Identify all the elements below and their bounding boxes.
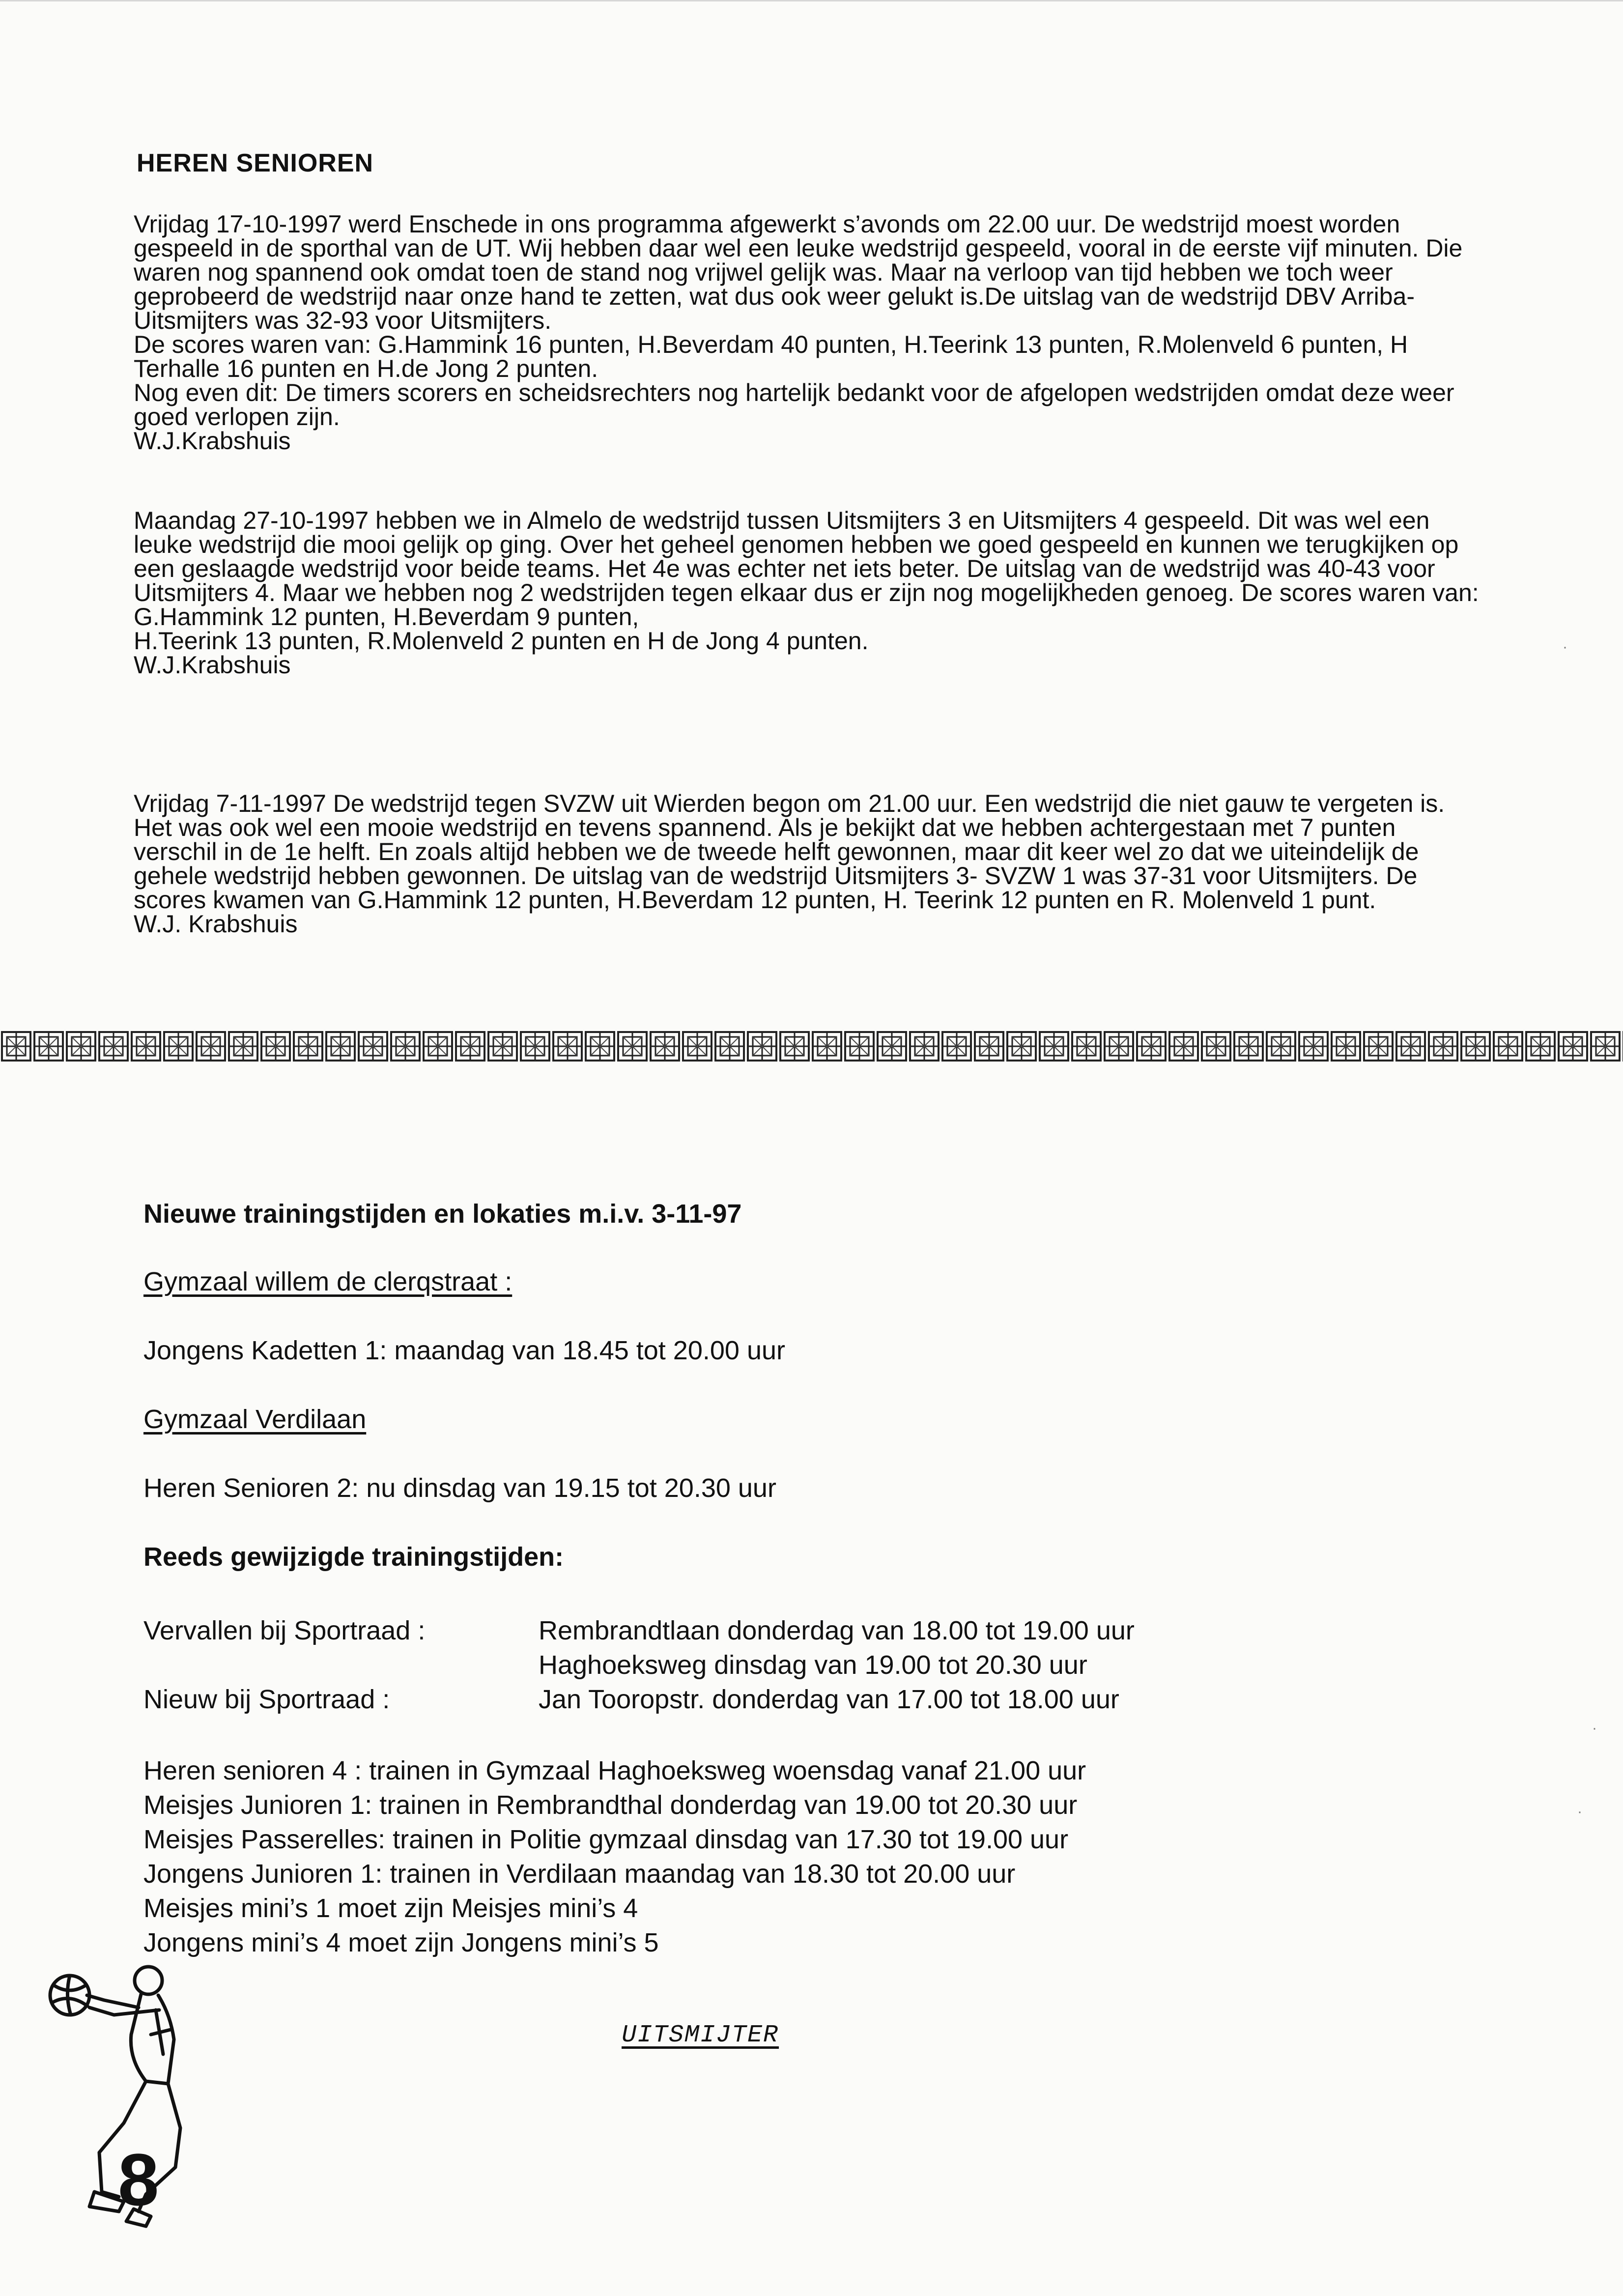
vervallen-entry: Rembrandtlaan donderdag van 18.00 tot 19.00 uur — [539, 1616, 1135, 1645]
article-almelo — [134, 509, 1480, 677]
venue-heading: Gymzaal willem de clerqstraat : — [143, 1267, 513, 1296]
article-paragraph: H.Teerink 13 punten, R.Molenveld 2 punten en H de Jong 4 punten. — [134, 627, 869, 655]
list-item: Meisjes mini’s 1 moet zijn Meisjes mini’s 4 — [143, 1894, 638, 1923]
article-paragraph: Vrijdag 17-10-1997 werd Enschede in ons programma afgewerkt s’avonds om 22.00 uur. De wedstrijd moest worden gespeeld in de sporthal van de UT. Wij hebben daar wel een leuke wedstrijd gespeeld, vooral in de eerste vijf minuten. Die waren nog spannend ook omdat toen de stand nog vrijwel gelijk was. Maar na verloop van tijd hebben we toch weer geprobeerd de wedstrijd naar onze hand te zetten, wat dus ook weer gelukt is.De uitslag van de wedstrijd DBV Arriba- Uitsmijters was 32-93 voor Uitsmijters. — [134, 210, 1463, 334]
scan-speck: · — [1577, 1804, 1582, 1820]
article-author: W.J.Krabshuis — [134, 651, 291, 679]
list-item: Jongens mini’s 4 moet zijn Jongens mini’s 5 — [143, 1928, 659, 1957]
training-changes-list — [143, 1753, 1086, 1960]
list-item: Jongens Junioren 1: trainen in Verdilaan maandag van 18.30 tot 20.00 uur — [143, 1859, 1016, 1889]
changed-heading: Reeds gewijzigde trainingstijden: — [143, 1542, 564, 1572]
article-paragraph: De scores waren van: G.Hammink 16 punten, H.Beverdam 40 punten, H.Teerink 13 punten, R.Molenveld 6 punten, H Terhalle 16 punten en H.de Jong 2 punten. — [134, 331, 1408, 382]
article-author: W.J.Krabshuis — [134, 427, 291, 455]
article-paragraph: Vrijdag 7-11-1997 De wedstrijd tegen SVZW uit Wierden begon om 21.00 uur. Een wedstrijd die niet gauw te vergeten is. Het was ook wel een mooie wedstrijd en tevens spannend. Als je bekijkt dat we hebben achtergestaan met 7 punten verschil in de 1e helft. En zoals altijd hebben we de tweede helft gewonnen, maar dit keer wel zo dat we uiteindelijk de gehele wedstrijd hebben gewonnen. De uitslag van de wedstrijd Uitsmijters 3- SVZW 1 was 37-31 voor Uitsmijters. De scores kwamen van G.Hammink 12 punten, H.Beverdam 12 punten, H. Teerink 12 punten en R. Molenveld 1 punt. — [134, 790, 1445, 914]
signature: UITSMIJTER — [622, 2021, 779, 2049]
section-title: HEREN SENIOREN — [137, 149, 374, 177]
nieuw-entry: Jan Tooropstr. donderdag van 17.00 tot 18.00 uur — [539, 1685, 1119, 1714]
article-enschede — [134, 212, 1480, 453]
vervallen-label: Vervallen bij Sportraad : — [143, 1616, 426, 1645]
training-heading: Nieuwe trainingstijden en lokaties m.i.v. 3-11-97 — [143, 1199, 742, 1229]
article-paragraph: Nog even dit: De timers scorers en scheidsrechters nog hartelijk bedankt voor de afgelopen wedstrijden omdat deze weer goed verlopen zijn. — [134, 379, 1454, 430]
list-item: Meisjes Passerelles: trainen in Politie gymzaal dinsdag van 17.30 tot 19.00 uur — [143, 1825, 1069, 1854]
nieuw-label: Nieuw bij Sportraad : — [143, 1685, 390, 1714]
list-item: Heren senioren 4 : trainen in Gymzaal Haghoeksweg woensdag vanaf 21.00 uur — [143, 1756, 1086, 1785]
article-author: W.J. Krabshuis — [134, 910, 298, 938]
article-paragraph: Maandag 27-10-1997 hebben we in Almelo de wedstrijd tussen Uitsmijters 3 en Uitsmijters 4 gespeeld. Dit was wel een leuke wedstrijd die mooi gelijk op ging. Over het geheel genomen hebben we goed gespeeld en kunnen we terugkijken op een geslaagde wedstrijd voor beide teams. Het 4e was echter net iets beter. De uitslag van de wedstrijd was 40-43 voor Uitsmijters 4. Maar we hebben nog 2 wedstrijden tegen elkaar dus er zijn nog mogelijkheden genoeg. De scores waren van: G.Hammink 12 punten, H.Beverdam 9 punten, — [134, 507, 1479, 631]
list-item: Meisjes Junioren 1: trainen in Rembrandthal donderdag van 19.00 tot 20.30 uur — [143, 1790, 1078, 1820]
venue-heading: Gymzaal Verdilaan — [143, 1405, 367, 1434]
article-wierden — [134, 792, 1480, 936]
training-entry: Jongens Kadetten 1: maandag van 18.45 tot 20.00 uur — [143, 1336, 785, 1365]
scan-speck: · — [1592, 1720, 1597, 1736]
training-entry: Heren Senioren 2: nu dinsdag van 19.15 tot 20.30 uur — [143, 1473, 776, 1503]
decorative-divider — [0, 1027, 1623, 1066]
scan-speck: · — [1563, 639, 1567, 655]
page-number: 8 — [118, 2138, 159, 2221]
vervallen-entry: Haghoeksweg dinsdag van 19.00 tot 20.30 uur — [539, 1650, 1087, 1680]
